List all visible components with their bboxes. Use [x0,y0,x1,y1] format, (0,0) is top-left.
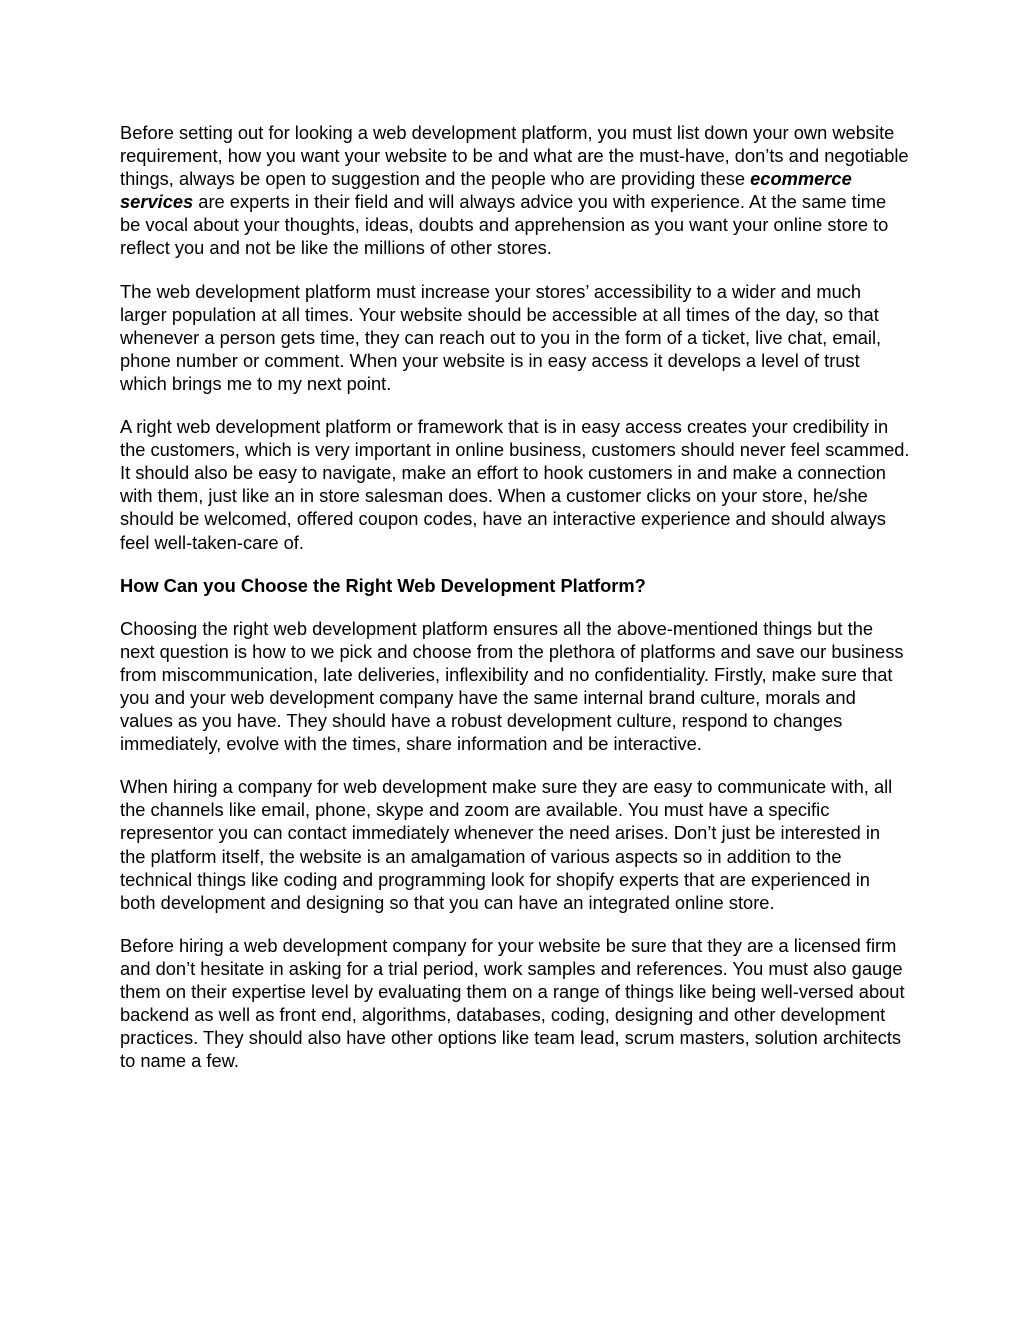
paragraph-choosing: Choosing the right web development platform ensures all the above-mentioned things but the next question is how to we pick and choose from the plethora of platforms and save our business from miscommunication, late deliveries, inflexibility and no confidentiality. Firstly, make sure that you and your web development company have the same internal brand culture, morals and values as you have. They should have a robust development culture, respond to changes immediately, evolve with the times, share information and be interactive. [120,617,904,755]
paragraph-intro-text-start: Before setting out for looking a web development platform, you must list down your own website requirement, how you want your website to be and what are the must-have, don’ts and negotiable things, always be open to suggestion and the people who are providing these [120,122,909,190]
paragraph-credibility: A right web development platform or framework that is in easy access creates your credibility in the customers, which is very important in online business, customers should never feel scammed. It should also be easy to navigate, make an effort to hook customers in and make a connection with them, just like an in store salesman does. When a customer clicks on your store, he/she should be welcomed, offered coupon codes, have an interactive experience and should always feel well-taken-care of. [120,416,910,553]
paragraph-hiring: When hiring a company for web development make sure they are easy to communicate with, all the channels like email, phone, skype and zoom are available. You must have a specific representor you can contact immediately whenever the need arises. Don’t just be interested in the platform itself, the website is an amalgamation of various aspects so in addition to the technical things like coding and programming look for shopify experts that are experienced in both development and designing so that you can have an integrated online store. [120,776,893,913]
section-heading: How Can you Choose the Right Web Development Platform? [120,574,646,596]
paragraph-intro-text-end: are experts in their field and will always advice you with experience. At the same time be vocal about your thoughts, ideas, doubts and apprehension as you want your online store to reflect you and not be like the millions of other stores. [120,191,889,259]
paragraph-accessibility: The web development platform must increase your stores’ accessibility to a wider and much larger population at all times. Your website should be accessible at all times of the day, so that whenever a person gets time, they can reach out to you in the form of a ticket, live chat, email, phone number or comment. When your website is in easy access it develops a level of trust which brings me to my next point. [120,280,882,394]
ecommerce-services-link[interactable]: ecommerce services [120,168,852,213]
paragraph-before-hiring: Before hiring a web development company for your website be sure that they are a licensed firm and don’t hesitate in asking for a trial period, work samples and references. You must also gauge them on their expertise level by evaluating them on a range of things like being well-versed about backend as well as front end, algorithms, databases, coding, designing and other development practices. They should also have other options like team lead, scrum masters, solution architects to name a few. [120,934,905,1072]
document-page [120,121,910,1092]
paragraph-intro [120,121,910,260]
